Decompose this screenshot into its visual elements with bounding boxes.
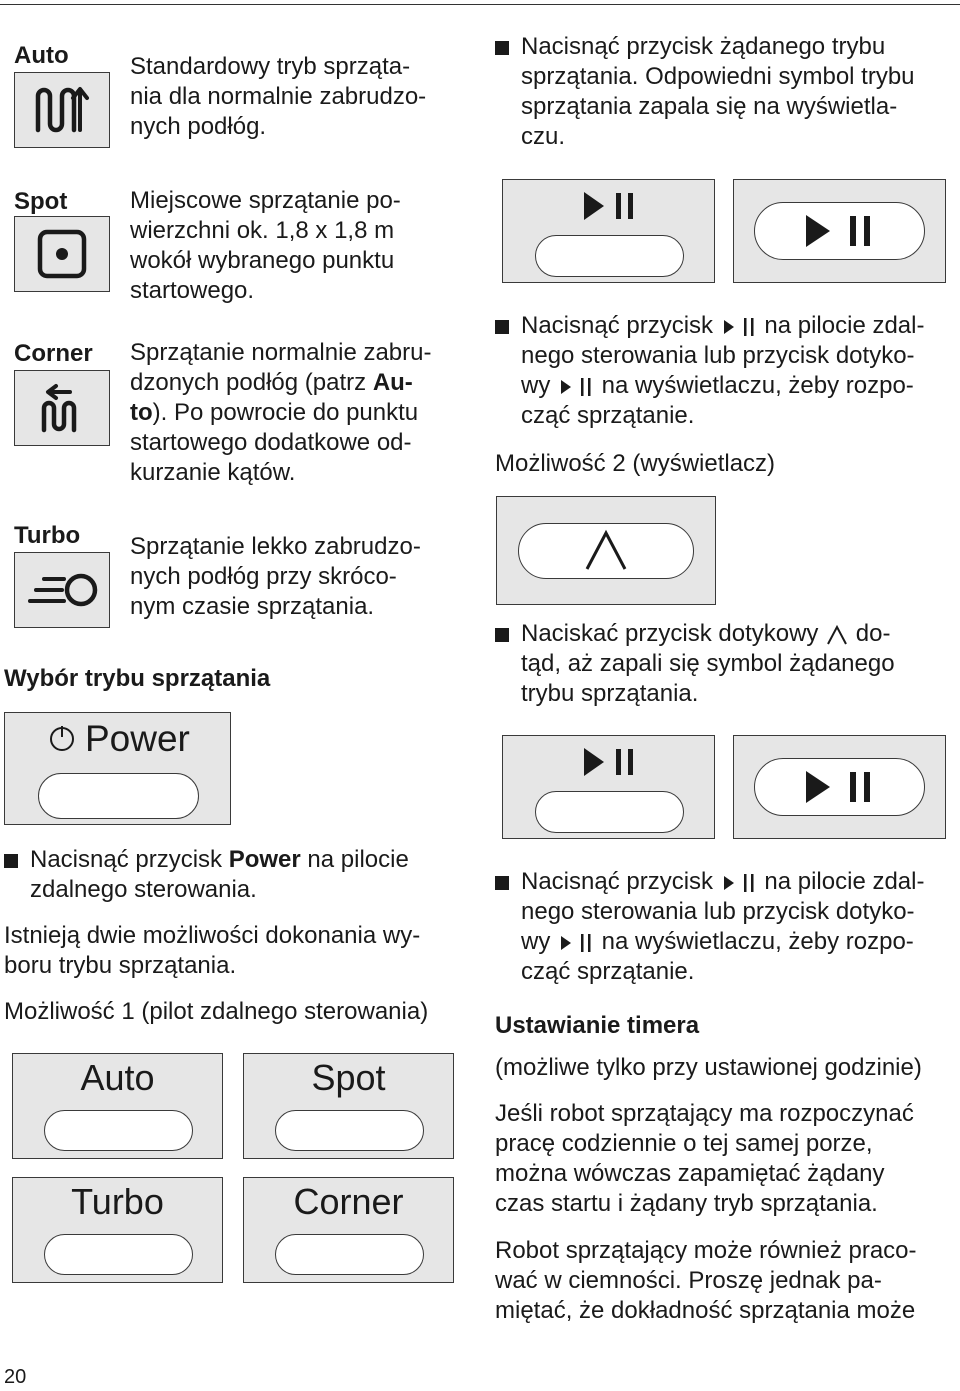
bullet-press-a: Naciskać przycisk dotykowy — [521, 620, 826, 647]
bullet-start2-a: Nacisnąć przycisk — [521, 868, 720, 895]
timer-para-1: Jeśli robot sprzątający ma rozpoczynać pracę codziennie o tej samej porze, można wówczas zapamiętać żądany czas startu i żądany tryb sprzątania. — [495, 1100, 914, 1217]
corner-desc-pre: Sprzątanie normalnie zabru- dzonych podłóg (patrz — [130, 339, 432, 396]
bullet-start1-c: na wyświetlaczu, żeby rozpo- cząć sprzątanie. — [521, 372, 914, 429]
play-pause-icon — [557, 376, 595, 398]
remote-corner-label: Corner — [293, 1181, 404, 1222]
mode-name-turbo: Turbo — [14, 522, 81, 549]
remote-spot-button[interactable] — [275, 1110, 424, 1151]
play-pause-icon — [578, 746, 642, 778]
top-rule — [0, 4, 960, 5]
timer-para-2: Robot sprzątający może również praco- wać w ciemności. Proszę jednak pa- miętać, że dokładność sprzątania może — [495, 1237, 917, 1324]
bullet-power-bold: Power — [228, 846, 301, 873]
bullet-start1-a: Nacisnąć przycisk — [521, 312, 720, 339]
remote-start-pause-panel-2 — [502, 735, 715, 839]
play-pause-icon — [557, 932, 595, 954]
remote-auto-panel — [12, 1053, 223, 1159]
display-start-pause-button[interactable] — [754, 202, 925, 260]
remote-corner-panel — [243, 1177, 454, 1283]
remote-start-pause-button[interactable] — [535, 235, 684, 277]
display-start-pause-button-2[interactable] — [754, 758, 925, 816]
section-heading-mode-selection: Wybór trybu sprzątania — [4, 665, 271, 692]
remote-auto-button[interactable] — [44, 1110, 193, 1151]
remote-start-pause-button-2[interactable] — [535, 791, 684, 833]
remote-turbo-panel — [12, 1177, 223, 1283]
spot-mode-icon — [14, 216, 110, 292]
display-start-pause-panel-2 — [733, 735, 946, 839]
play-pause-icon — [798, 211, 882, 251]
bullet-press-power — [4, 845, 464, 905]
play-pause-icon — [720, 316, 758, 338]
play-pause-icon — [578, 190, 642, 222]
bullet-start2-c: na wyświetlaczu, żeby rozpo- cząć sprzątanie. — [521, 928, 914, 985]
display-up-panel — [496, 496, 716, 605]
remote-start-pause-panel — [502, 179, 715, 283]
remote-turbo-button[interactable] — [44, 1234, 193, 1275]
mode-desc-auto: Standardowy tryb sprząta- nia dla normalnie zabrudzo- nych podłóg. — [130, 53, 427, 140]
bullet-start-2 — [495, 867, 955, 987]
corner-mode-icon — [14, 370, 110, 446]
bullet-press-up — [495, 619, 955, 709]
bullet-press-b: do- tąd, aż zapali się symbol żądanego trybu sprzątania. — [521, 620, 895, 707]
turbo-mode-icon — [14, 552, 110, 628]
mode-name-corner: Corner — [14, 340, 93, 367]
corner-desc-bold1: Au- — [372, 369, 413, 396]
bullet-start-1 — [495, 311, 955, 431]
remote-auto-label: Auto — [80, 1057, 155, 1098]
two-options-text: Istnieją dwie możliwości dokonania wy- boru trybu sprzątania. — [4, 922, 421, 979]
remote-spot-label: Spot — [311, 1057, 386, 1098]
power-icon — [47, 723, 77, 753]
bullet-start2-b: na pilocie zdal- nego sterowania lub przycisk dotyko- wy — [521, 868, 925, 955]
display-up-button[interactable] — [518, 523, 694, 579]
bullet-select-mode — [495, 32, 955, 152]
mode-name-spot: Spot — [14, 188, 68, 215]
mode-desc-turbo: Sprzątanie lekko zabrudzo- nych podłóg przy skróco- nym czasie sprzątania. — [130, 533, 421, 620]
play-pause-icon — [720, 872, 758, 894]
timer-note: (możliwe tylko przy ustawionej godzinie) — [495, 1054, 922, 1081]
caret-up-icon — [581, 529, 631, 573]
mode-name-auto: Auto — [14, 42, 69, 69]
page-number: 20 — [4, 1366, 27, 1388]
option1-text: Możliwość 1 (pilot zdalnego sterowania) — [4, 998, 429, 1025]
bullet-select-text: Nacisnąć przycisk żądanego trybu sprzątania. Odpowiedni symbol trybu sprzątania zapala się na wyświetla- czu. — [521, 33, 915, 150]
caret-up-icon — [825, 624, 849, 646]
option2-text: Możliwość 2 (wyświetlacz) — [495, 450, 776, 477]
display-start-pause-panel — [733, 179, 946, 283]
corner-desc-bold2: to — [130, 399, 153, 426]
corner-desc-post: ). Po powrocie do punktu startowego dodatkowe od- kurzanie kątów. — [130, 399, 419, 486]
bullet-power-post: na pilocie zdalnego sterowania. — [30, 846, 409, 903]
remote-turbo-label: Turbo — [71, 1181, 164, 1222]
play-pause-icon — [798, 767, 882, 807]
remote-spot-panel — [243, 1053, 454, 1159]
power-button[interactable] — [38, 773, 199, 819]
remote-corner-button[interactable] — [275, 1234, 424, 1275]
bullet-power-pre: Nacisnąć przycisk — [30, 846, 229, 873]
mode-desc-spot: Miejscowe sprzątanie po- wierzchni ok. 1,8 x 1,8 m wokół wybranego punktu startowego. — [130, 187, 401, 304]
timer-heading: Ustawianie timera — [495, 1012, 700, 1039]
auto-mode-icon — [14, 72, 110, 148]
power-label: Power — [85, 718, 190, 759]
bullet-start1-b: na pilocie zdal- nego sterowania lub przycisk dotyko- wy — [521, 312, 925, 399]
mode-desc-corner — [130, 338, 475, 488]
power-panel — [4, 712, 231, 825]
